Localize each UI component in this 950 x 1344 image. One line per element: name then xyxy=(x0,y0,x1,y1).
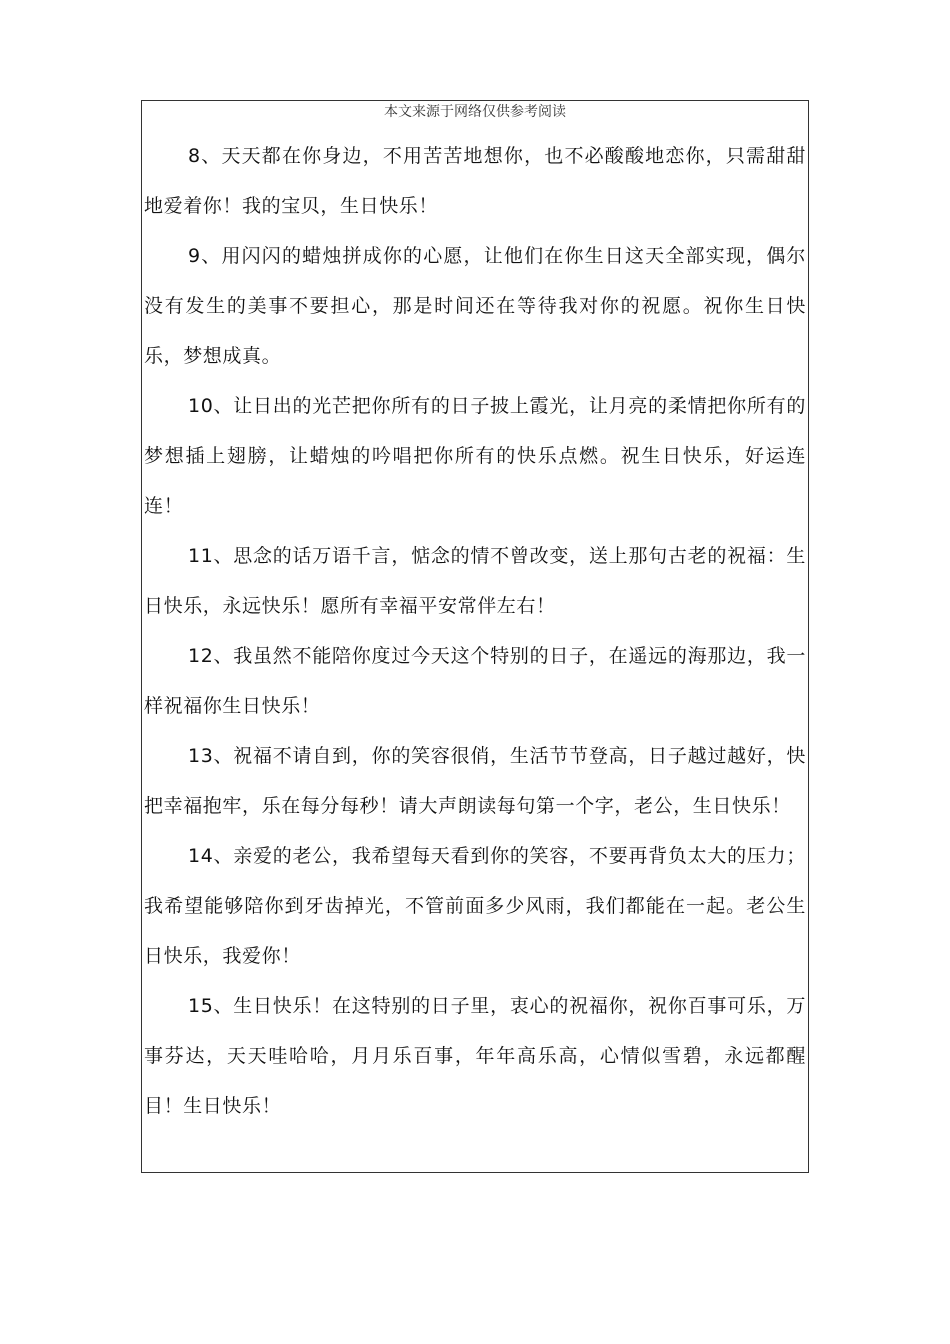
page-frame xyxy=(141,100,809,1173)
header-note: 本文来源于网络仅供参考阅读 xyxy=(384,104,566,120)
paragraph-10: 10、让日出的光芒把你所有的日子披上霞光，让月亮的柔情把你所有的梦想插上翅膀，让蜡烛的吟唱把你所有的快乐点燃。祝生日快乐，好运连连！ xyxy=(144,395,806,517)
document-body xyxy=(144,131,806,1131)
paragraph-12: 12、我虽然不能陪你度过今天这个特别的日子，在遥远的海那边，我一样祝福你生日快乐！ xyxy=(144,645,806,717)
paragraph-11: 11、思念的话万语千言，惦念的情不曾改变，送上那句古老的祝福：生日快乐，永远快乐！愿所有幸福平安常伴左右！ xyxy=(144,545,806,617)
paragraph-13: 13、祝福不请自到，你的笑容很俏，生活节节登高，日子越过越好，快把幸福抱牢，乐在每分每秒！请大声朗读每句第一个字，老公，生日快乐！ xyxy=(144,745,806,817)
paragraph-14: 14、亲爱的老公，我希望每天看到你的笑容，不要再背负太大的压力；我希望能够陪你到牙齿掉光，不管前面多少风雨，我们都能在一起。老公生日快乐，我爱你！ xyxy=(144,845,806,967)
paragraph-8: 8、天天都在你身边，不用苦苦地想你，也不必酸酸地恋你，只需甜甜地爱着你！我的宝贝，生日快乐！ xyxy=(144,145,806,217)
paragraph-9: 9、用闪闪的蜡烛拼成你的心愿，让他们在你生日这天全部实现，偶尔没有发生的美事不要担心，那是时间还在等待我对你的祝愿。祝你生日快乐，梦想成真。 xyxy=(144,245,806,367)
paragraph-15: 15、生日快乐！在这特别的日子里，衷心的祝福你，祝你百事可乐，万事芬达，天天哇哈哈，月月乐百事，年年高乐高，心情似雪碧，永远都醒目！生日快乐！ xyxy=(144,995,806,1117)
